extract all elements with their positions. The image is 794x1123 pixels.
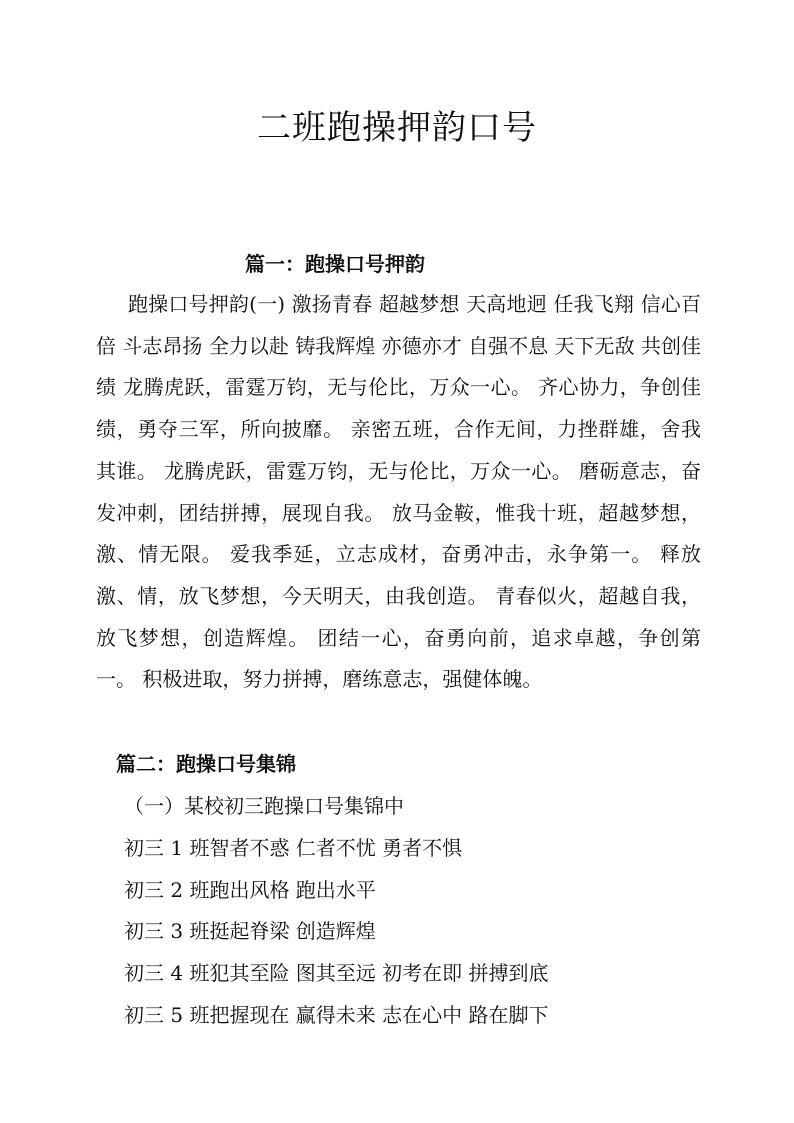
class-slogan-item: 初三 1 班智者不惑 仁者不忧 勇者不惧 [124, 836, 463, 860]
section-2-subheading: （一）某校初三跑操口号集锦中 [124, 794, 404, 818]
class-slogan-item: 初三 5 班把握现在 赢得未来 志在心中 路在脚下 [124, 1002, 549, 1027]
section-heading-2: 篇二：跑操口号集锦 [116, 752, 296, 776]
class-slogan-list [124, 828, 549, 1036]
section-heading-1: 篇一：跑操口号押韵 [245, 252, 425, 276]
class-slogan-item: 初三 4 班犯其至险 图其至远 初考在即 拼搏到底 [124, 961, 549, 986]
section-1-body: 跑操口号押韵(一) 激扬青春 超越梦想 天高地迥 任我飞翔 信心百倍 斗志昂扬 全力以赴 铸我辉煌 亦德亦才 自强不息 天下无敌 共创佳绩 龙腾虎跃，雷霆万钧，无与伦比，万众一心。 齐心协力，争创佳绩，勇夺三军，所向披靡。 亲密五班，合作无间，力挫群雄，舍我其谁。 龙腾虎跃，雷霆万钧，无与伦比，万众一心。 磨砺意志，奋发冲刺，团结拼搏，展现自我。 放马金鞍，惟我十班，超越梦想，激、情无限。 爱我季延，立志成材，奋勇冲击，永争第一。 释放激、情，放飞梦想，今天明天，由我创造。 青春似火，超越自我，放飞梦想，创造辉煌。 团结一心，奋勇向前，追求卓越，争创第一。 积极进取，努力拼搏，磨练意志，强健体魄。 [96, 292, 701, 692]
page-title: 二班跑操押韵口号 [257, 108, 537, 148]
class-slogan-item: 初三 3 班挺起脊梁 创造辉煌 [124, 919, 376, 944]
class-slogan-item: 初三 2 班跑出风格 跑出水平 [124, 877, 376, 902]
